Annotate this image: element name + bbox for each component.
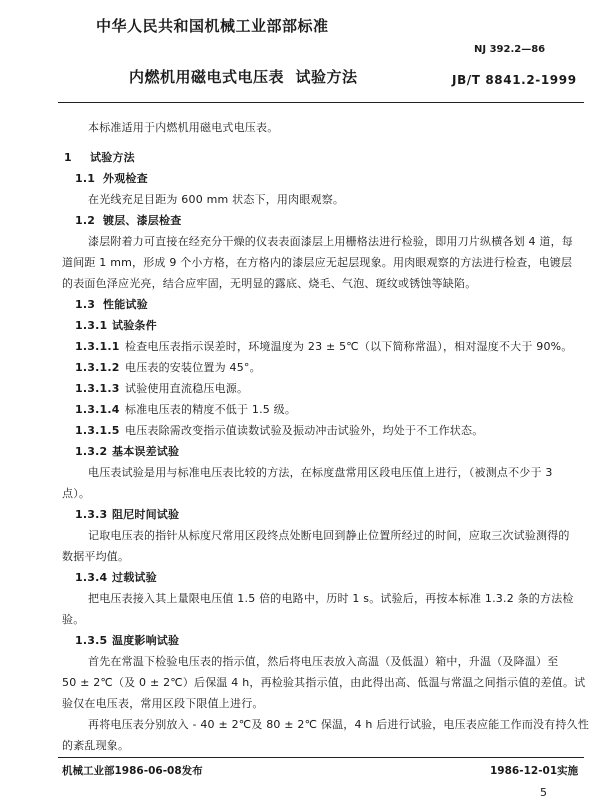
section-1-3-title: 性能试验 <box>103 298 148 311</box>
section-1-3-4-number: 1.3.4 <box>75 571 108 584</box>
section-1-2-title: 镀层、漆层检查 <box>103 214 182 227</box>
section-1-3-number: 1.3 <box>75 298 96 311</box>
section-1-3-4-line-1: 把电压表接入其上量限电压值 1.5 倍的电路中，历时 1 s。试验后，再按本标准 1.3.2 条的方法检 <box>88 592 574 605</box>
document-title: 内燃机用磁电式电压表 试验方法 <box>129 68 358 86</box>
issuing-authority: 中华人民共和国机械工业部部标准 <box>96 17 329 35</box>
section-1-2-line-3: 的表面色泽应光亮，结合应牢固，无明显的露底、烧毛、气泡、斑纹或锈蚀等缺陷。 <box>62 277 477 290</box>
section-1-3-5-line-3: 验仅在电压表，常用区段下限值上进行。 <box>62 697 264 710</box>
section-1-2-line-1: 漆层附着力可直接在经充分干燥的仪表表面漆层上用栅格法进行检验，即用刀片纵横各划 4 道，每 <box>88 235 573 248</box>
section-1-3-1-title: 试验条件 <box>112 319 157 332</box>
clause-1-3-1-1-text: 检查电压表指示误差时，环境温度为 23 ± 5℃（以下简称常温），相对湿度不大于 90%。 <box>125 340 573 353</box>
section-1-3-3-line-2: 数据平均值。 <box>62 550 130 563</box>
section-1-1-text: 在光线充足目距为 600 mm 状态下，用肉眼观察。 <box>88 193 345 206</box>
section-1-3-5-line-4: 再将电压表分别放入 - 40 ± 2℃及 80 ± 2℃ 保温，4 h 后进行试验，电压表应能工作而没有持久性 <box>88 718 590 731</box>
clause-1-3-1-2-text: 电压表的安装位置为 45°。 <box>125 361 261 374</box>
clause-1-3-1-4-number: 1.3.1.4 <box>75 403 120 416</box>
section-1-2-number: 1.2 <box>75 214 96 227</box>
footer-rule <box>58 757 584 758</box>
issued-date: 机械工业部1986-06-08发布 <box>62 765 203 777</box>
clause-1-3-1-3-number: 1.3.1.3 <box>75 382 120 395</box>
clause-1-3-1-5-text: 电压表除需改变指示值读数试验及振动冲击试验外，均处于不工作状态。 <box>125 424 484 437</box>
section-1-3-2-line-1: 电压表试验是用与标准电压表比较的方法，在标度盘常用区段电压值上进行，（被测点不少于 3 <box>88 466 553 479</box>
section-1-3-3-number: 1.3.3 <box>75 508 108 521</box>
section-1-3-4-line-2: 验。 <box>62 613 85 626</box>
section-1-3-2-title: 基本误差试验 <box>112 445 180 458</box>
section-1-title: 试验方法 <box>90 151 135 164</box>
header-rule <box>58 102 584 103</box>
clause-1-3-1-4-text: 标准电压表的精度不低于 1.5 级。 <box>125 403 297 416</box>
section-1-3-3-line-1: 记取电压表的指针从标度尺常用区段终点处断电回到静止位置所经过的时间，应取三次试验测得的 <box>88 529 570 542</box>
clause-1-3-1-1-number: 1.3.1.1 <box>75 340 120 353</box>
clause-1-3-1-2-number: 1.3.1.2 <box>75 361 120 374</box>
section-1-3-5-number: 1.3.5 <box>75 634 108 647</box>
section-1-3-5-title: 温度影响试验 <box>112 634 180 647</box>
section-1-3-5-line-1: 首先在常温下检验电压表的指示值，然后将电压表放入高温（及低温）箱中，升温（及降温）至 <box>88 655 559 668</box>
section-1-1-title: 外观检查 <box>103 172 148 185</box>
section-1-3-1-number: 1.3.1 <box>75 319 108 332</box>
page-number: 5 <box>540 786 547 799</box>
section-1-3-5-line-2: 50 ± 2℃（及 0 ± 2℃）后保温 4 h，再检验其指示值，由此得出高、低温与常温之间指示值的差值。试 <box>62 676 586 689</box>
effective-date: 1986-12-01实施 <box>490 765 579 777</box>
section-1-number: 1 <box>64 151 72 164</box>
section-1-3-2-number: 1.3.2 <box>75 445 108 458</box>
clause-1-3-1-5-number: 1.3.1.5 <box>75 424 120 437</box>
clause-1-3-1-3-text: 试验使用直流稳压电源。 <box>125 382 249 395</box>
section-1-3-2-line-2: 点）。 <box>62 487 91 500</box>
section-1-3-5-line-5: 的紊乱现象。 <box>62 739 130 752</box>
section-1-2-line-2: 道间距 1 mm，形成 9 个小方格，在方格内的漆层应无起层现象。用肉眼观察的方法进行检查，电镀层 <box>62 256 573 269</box>
scope-paragraph: 本标准适用于内燃机用磁电式电压表。 <box>88 121 279 134</box>
section-1-3-4-title: 过载试验 <box>112 571 157 584</box>
section-1-3-3-title: 阻尼时间试验 <box>112 508 180 521</box>
standard-code-new: JB/T 8841.2-1999 <box>452 73 577 87</box>
section-1-1-number: 1.1 <box>75 172 96 185</box>
standard-code-old: NJ 392.2—86 <box>474 44 546 55</box>
